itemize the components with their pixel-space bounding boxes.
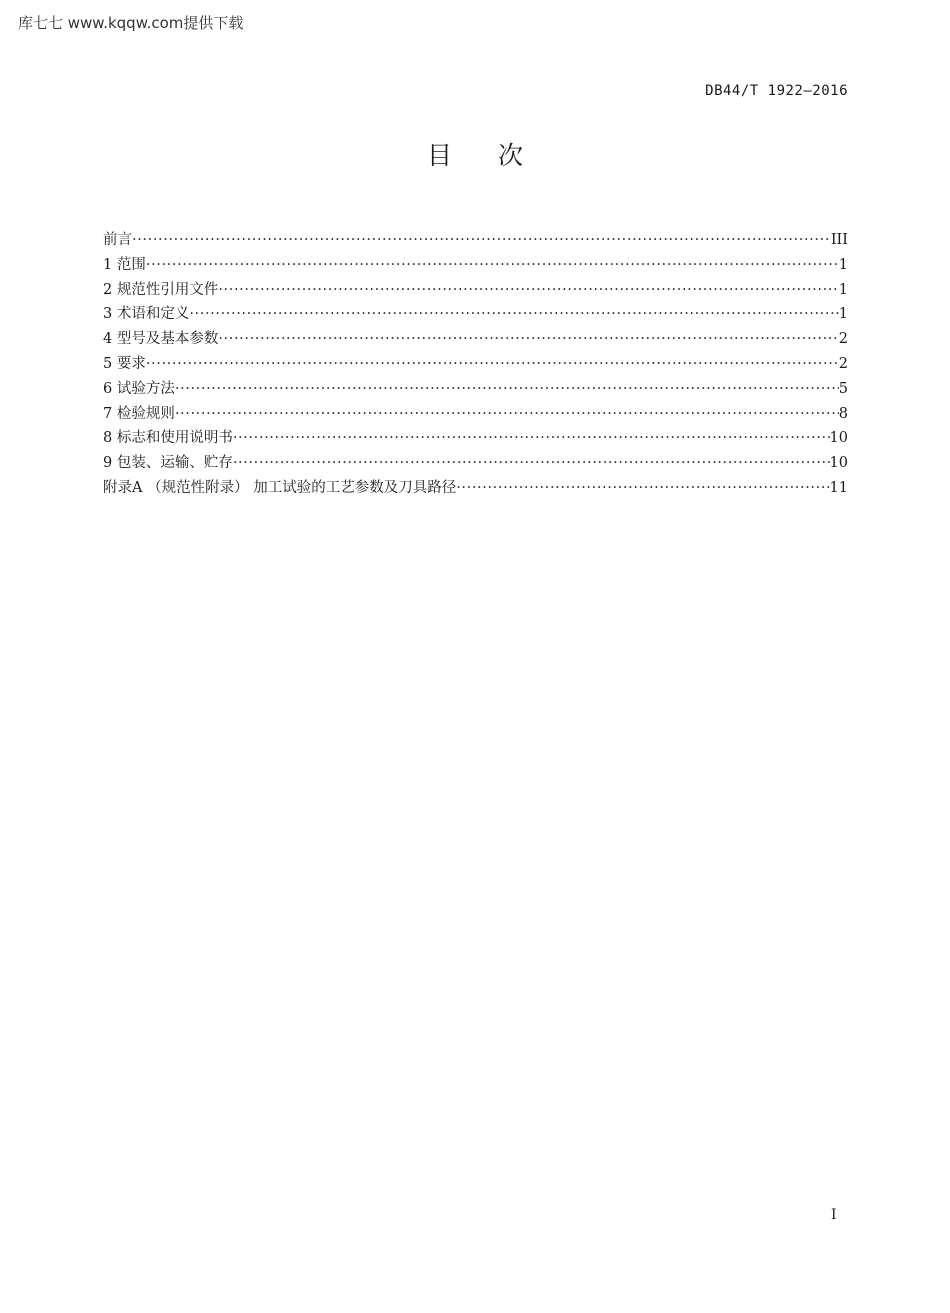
toc-entry-page: 10 <box>829 455 848 472</box>
toc-dot-leader <box>189 302 838 327</box>
toc-entry[interactable] <box>103 476 848 501</box>
watermark-text: 库七七 www.kqqw.com提供下载 <box>18 14 244 32</box>
toc-entry-label: 5 要求 <box>103 355 146 372</box>
toc-entry-page: 10 <box>829 430 848 447</box>
toc-entry[interactable] <box>103 327 848 352</box>
toc-entry[interactable] <box>103 451 848 476</box>
toc-entry[interactable] <box>103 302 848 327</box>
toc-entry-page: 2 <box>838 331 848 348</box>
toc-entry[interactable] <box>103 228 848 253</box>
toc-entry-label: 7 检验规则 <box>103 405 175 422</box>
toc-entry-label: 前言 <box>103 232 132 248</box>
toc-entry-label: 4 型号及基本参数 <box>103 331 219 348</box>
toc-entry-page: 1 <box>838 306 848 323</box>
toc-entry[interactable] <box>103 253 848 278</box>
toc-entry[interactable] <box>103 352 848 377</box>
toc-entry-label: 3 术语和定义 <box>103 306 190 323</box>
toc-entry[interactable] <box>103 402 848 427</box>
toc-entry-page: 8 <box>838 405 848 422</box>
toc-entry[interactable] <box>103 377 848 402</box>
toc-dot-leader <box>218 327 838 352</box>
toc-entry-label: 8 标志和使用说明书 <box>103 430 233 447</box>
toc-dot-leader <box>146 253 839 278</box>
page-number: I <box>831 1207 837 1223</box>
toc-entry[interactable] <box>103 278 848 303</box>
toc-dot-leader <box>456 476 829 501</box>
toc-entry-page: 11 <box>829 479 848 496</box>
toc-entry-label: 6 试验方法 <box>103 380 175 397</box>
toc-dot-leader <box>233 451 830 476</box>
toc-dot-leader <box>132 228 831 253</box>
toc-dot-leader <box>233 426 830 451</box>
toc-entry-label: 1 范围 <box>103 256 146 273</box>
toc-entry-page: 2 <box>838 355 848 372</box>
toc-entry-page: III <box>830 232 848 248</box>
toc-entry-label: 2 规范性引用文件 <box>103 281 219 298</box>
toc-entry-label: 附录A （规范性附录） 加工试验的工艺参数及刀具路径 <box>103 479 457 496</box>
toc-entry-page: 1 <box>838 281 848 298</box>
toc-dot-leader <box>175 377 839 402</box>
page-title: 目次 <box>426 141 569 170</box>
toc-entry-page: 1 <box>838 256 848 273</box>
toc-entry-page: 5 <box>838 380 848 397</box>
toc-dot-leader <box>175 402 839 427</box>
table-of-contents <box>103 228 848 501</box>
toc-dot-leader <box>146 352 839 377</box>
document-code: DB44/T 1922—2016 <box>705 83 848 99</box>
toc-entry-label: 9 包装、运输、贮存 <box>103 455 233 472</box>
toc-entry[interactable] <box>103 426 848 451</box>
toc-dot-leader <box>218 278 838 303</box>
